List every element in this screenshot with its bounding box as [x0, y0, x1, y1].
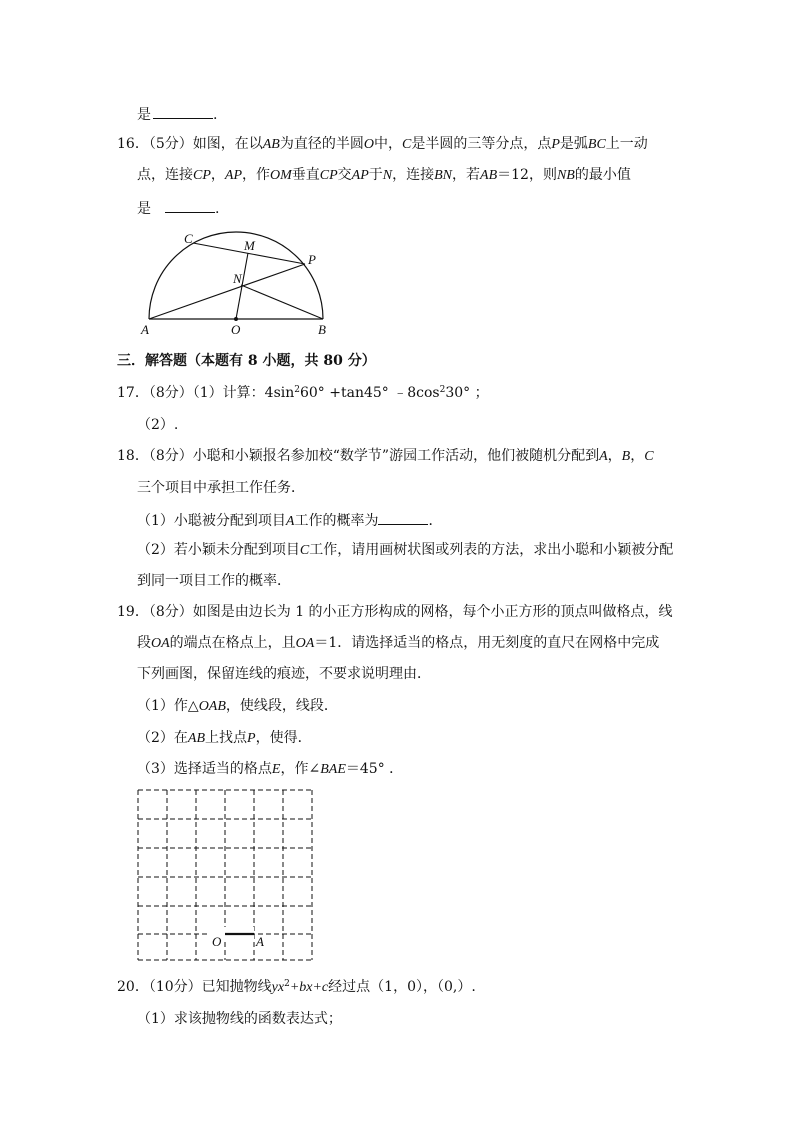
q18-text: 工作的概率为	[294, 513, 379, 529]
var-P: P	[247, 731, 256, 746]
var-AB: AB	[187, 731, 206, 746]
var-B: B	[621, 449, 631, 464]
q18-score: （8分）	[148, 448, 193, 464]
q18-line-5: 到同一项目工作的概率．	[137, 573, 291, 589]
q17-line-2: （2）.	[137, 417, 179, 433]
q18-number: 18．	[117, 448, 149, 464]
q19-text: 如图是由边长为 1 的小正方形构成的网格，每个小正方形的顶点叫做格点，线	[192, 604, 673, 620]
var-N: N	[382, 168, 393, 183]
var-OA: OA	[151, 636, 170, 651]
var-E: E	[271, 762, 281, 777]
superscript-2: 2	[294, 385, 300, 395]
q18-line-3	[137, 510, 442, 531]
q17-line-1	[117, 384, 489, 402]
q16-text: 如图，在以	[192, 136, 263, 152]
q19-text: （1）作△	[137, 698, 199, 714]
q18-line-4	[137, 541, 673, 560]
q19-text: ，使线段，线段．	[225, 698, 338, 714]
q16-text: ，连接	[392, 167, 435, 183]
q16-text: ＝12，则	[497, 167, 557, 183]
q16-text: 是半圆的三等分点，点	[411, 136, 552, 152]
q18-text: （2）若小颖未分配到项目	[137, 542, 300, 558]
q20-text: 经过点（1，0），（0,）.	[328, 979, 476, 995]
q16-line-3	[137, 198, 219, 218]
q20-number: 20．	[117, 979, 149, 995]
var-BC: BC	[587, 137, 606, 152]
q19-line-3: 下列画图，保留连线的痕迹，不要求说明理由．	[137, 666, 431, 682]
q20-text: 已知抛物线	[201, 979, 272, 995]
q16-text: .	[215, 201, 220, 217]
q17-score: （8分）	[148, 385, 193, 401]
var-AB: AB	[480, 168, 498, 183]
q16-answer-blank	[165, 198, 215, 213]
q16-line-2	[137, 166, 631, 185]
var-OAB: OAB	[198, 699, 226, 714]
q16-text: ，若	[452, 167, 481, 183]
q16-text: 的最小值	[574, 167, 631, 183]
var-O: O	[363, 137, 374, 152]
superscript-2: 2	[439, 385, 446, 395]
q19-text: 上找点	[205, 730, 248, 746]
var-yx: yx	[271, 980, 285, 995]
center-dot-O	[234, 317, 238, 321]
segment-AP	[149, 264, 305, 319]
var-C: C	[299, 543, 310, 558]
label-M: M	[244, 238, 255, 253]
q18-answer-blank	[378, 510, 428, 525]
q19-line-6	[137, 760, 403, 779]
q16-number: 16．	[117, 136, 149, 152]
q16-text: 上一动	[605, 136, 648, 152]
q19-text: ，作∠	[280, 761, 321, 777]
q19-text: （3）选择适当的格点	[137, 761, 272, 777]
q18-text: 工作，请用画树状图或列表的方法，求出小聪和小颖被分配	[309, 542, 674, 558]
var-OA: OA	[295, 636, 315, 651]
grid-label-O: O	[212, 934, 222, 949]
q20-score: （10分）	[148, 979, 202, 995]
var-BN: BN	[434, 168, 453, 183]
q16-text: ，作	[242, 167, 270, 183]
q16-text: ，	[210, 167, 225, 183]
var-CP: CP	[319, 168, 338, 183]
q19-text: 的端点在格点上，且	[169, 635, 296, 651]
superscript-2: 2	[284, 979, 290, 989]
q18-line-1	[117, 447, 654, 466]
var-C: C	[401, 137, 412, 152]
q19-line-5	[137, 729, 312, 748]
q16-text: 是	[137, 201, 151, 217]
var-BAE: BAE	[320, 762, 346, 777]
label-B: B	[318, 322, 326, 337]
q20-line-1	[117, 978, 476, 997]
var-bx-c: +bx+c	[289, 980, 329, 995]
section-3-title: 三．解答题（本题有 8 小题，共 80 分）	[117, 353, 376, 369]
q16-text: 垂直	[291, 167, 320, 183]
q19-line-4	[137, 697, 338, 716]
q17-text: 60° +tan45° ﹣8cos	[299, 385, 440, 401]
segment-BN	[241, 285, 323, 319]
q19-text: ＝1．请选择适当的格点，用无刻度的直尺在网格中完成	[314, 635, 660, 651]
q18-text: ，	[607, 448, 622, 464]
label-N: N	[233, 271, 242, 286]
q19-score: （8分）	[148, 604, 193, 620]
q15-tail-text: 是	[137, 107, 151, 123]
var-C: C	[644, 449, 654, 464]
q19-text: （2）在	[137, 730, 188, 746]
q19-grid-figure	[136, 788, 316, 963]
q15-answer-blank	[153, 104, 213, 119]
var-OM: OM	[270, 168, 292, 183]
q17-text: （1）计算：4sin	[192, 385, 295, 401]
q16-text: 于	[368, 167, 383, 183]
label-P: P	[308, 252, 316, 267]
q18-line-2: 三个项目中承担工作任务．	[137, 480, 305, 496]
q19-line-2	[137, 634, 659, 653]
q18-text: ．	[428, 513, 443, 529]
q19-number: 19．	[117, 604, 149, 620]
var-AP: AP	[351, 168, 369, 183]
label-O: O	[231, 322, 241, 337]
var-A: A	[599, 449, 608, 464]
q19-text: ＝45° ．	[345, 761, 404, 777]
var-AB: AB	[262, 137, 280, 152]
q16-text: 为直径的半圆	[279, 136, 364, 152]
q15-tail-line	[137, 104, 217, 124]
grid-label-A: A	[256, 934, 264, 949]
q16-text: 是弧	[559, 136, 588, 152]
q18-text: （1）小聪被分配到项目	[137, 513, 286, 529]
var-AP: AP	[224, 168, 242, 183]
q16-score: （5分）	[148, 136, 193, 152]
var-CP: CP	[193, 168, 211, 183]
q19-text: ，使得．	[255, 730, 312, 746]
q16-text: 中，	[373, 136, 402, 152]
q16-line-1	[117, 135, 648, 154]
var-A: A	[285, 514, 295, 529]
var-NB: NB	[556, 168, 575, 183]
q17-text: 30° ；	[445, 385, 489, 401]
label-C: C	[184, 231, 193, 246]
q20-line-2: （1）求该抛物线的函数表达式；	[137, 1011, 342, 1027]
q18-text: 小聪和小颖报名参加校“数学节”游园工作活动，他们被随机分配到	[192, 448, 600, 464]
q16-text: 交	[337, 167, 352, 183]
q19-text: 段	[137, 635, 151, 651]
q17-number: 17．	[117, 385, 149, 401]
label-A: A	[141, 322, 149, 337]
q16-semicircle-figure	[136, 230, 336, 340]
q15-tail-end: .	[213, 107, 218, 123]
q19-line-1	[117, 603, 673, 621]
q18-text: ，	[630, 448, 645, 464]
q16-text: 点，连接	[137, 167, 193, 183]
var-P: P	[551, 137, 560, 152]
